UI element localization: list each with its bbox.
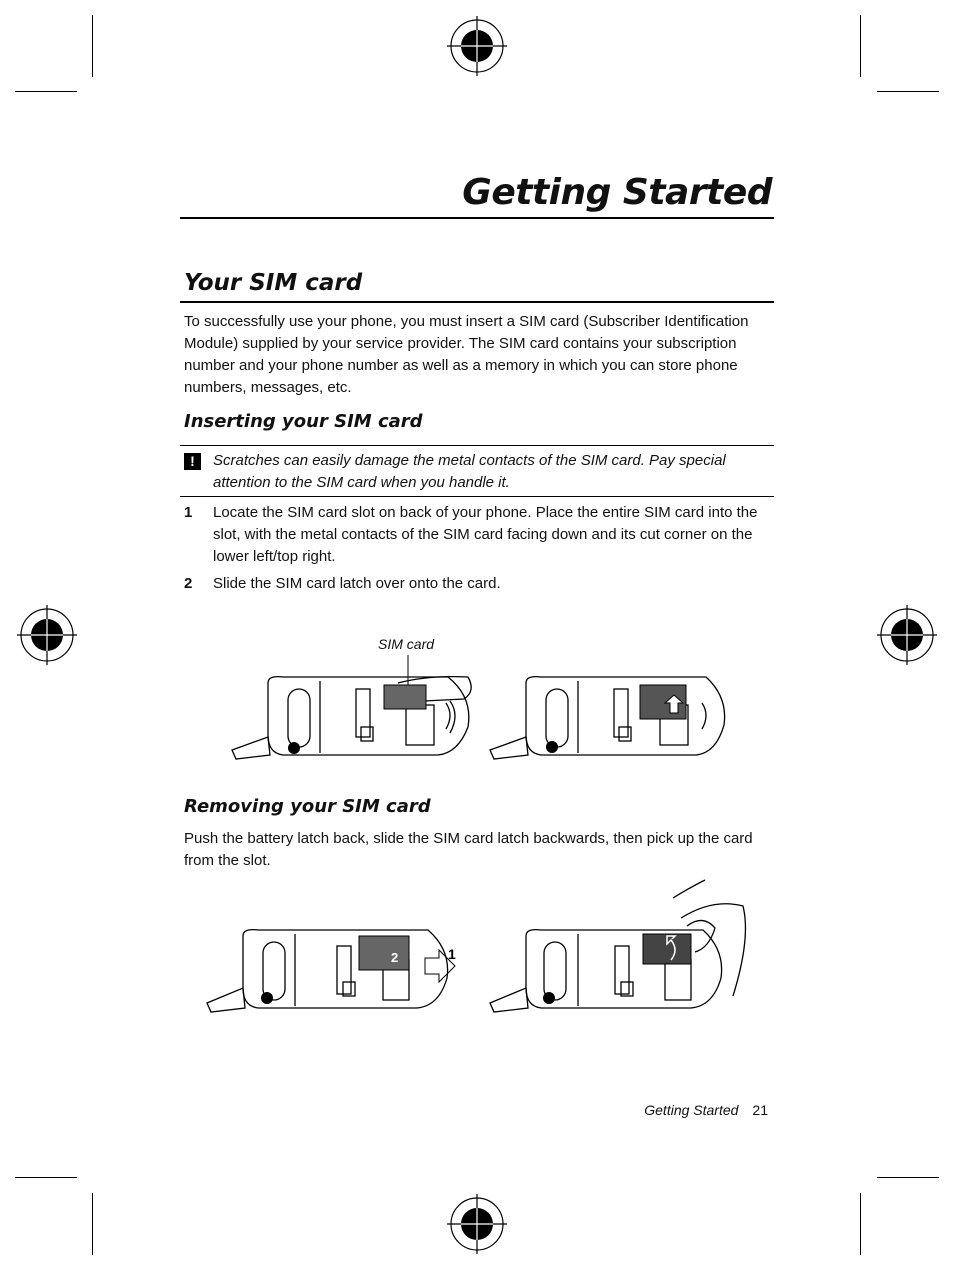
- phone-back-illustration: [207, 930, 448, 1012]
- crop-mark: [860, 15, 861, 77]
- warning-bottom-rule: [180, 496, 774, 497]
- removing-text: Push the battery latch back, slide the SIM card latch backwards, then pick up the card from the slot.: [184, 830, 753, 869]
- figure-mark: 1: [448, 946, 456, 962]
- crop-mark: [860, 1193, 861, 1255]
- step-item: [184, 573, 774, 595]
- sim-card: [359, 936, 409, 970]
- page-number: 21: [752, 1102, 768, 1118]
- inserting-title: Inserting your SIM card: [184, 411, 423, 432]
- warning-top-rule: [180, 445, 774, 446]
- crop-mark: [877, 1177, 939, 1178]
- registration-mark-icon: [17, 605, 77, 665]
- step-number: 1: [184, 504, 193, 521]
- crop-mark: [15, 91, 77, 92]
- step-text: Locate the SIM card slot on back of your phone. Place the entire SIM card into the slot, with the metal contacts of the SIM card facing down and its cut corner on the lower left/top right.: [213, 504, 758, 565]
- crop-mark: [92, 1193, 93, 1255]
- step-item: [184, 502, 774, 570]
- section-title: Your SIM card: [184, 270, 363, 296]
- step-number: 2: [184, 575, 193, 592]
- phone-back-illustration: [490, 880, 745, 1012]
- crop-mark: [877, 91, 939, 92]
- phone-back-illustration: [490, 677, 725, 759]
- removing-title: Removing your SIM card: [184, 796, 431, 817]
- crop-mark: [15, 1177, 77, 1178]
- section-intro: To successfully use your phone, you must insert a SIM card (Subscriber Identification Module) supplied by your service provider. The SIM card contains your subscription number and your phone number as well as a memory in which you can store phone numbers, messages, etc.: [184, 313, 749, 396]
- warning-text: Scratches can easily damage the metal contacts of the SIM card. Pay special attention to the SIM card when you handle it.: [213, 452, 726, 491]
- footer-label: Getting Started: [644, 1102, 739, 1118]
- sim-card: [384, 685, 426, 709]
- warning-icon: !: [184, 453, 201, 470]
- sim-card-callout: SIM card: [378, 636, 435, 652]
- chapter-title: Getting Started: [462, 172, 772, 213]
- insert-sim-illustration: [228, 655, 728, 765]
- section-rule: [180, 301, 774, 303]
- registration-mark-icon: [447, 16, 507, 76]
- figure-mark: 2: [391, 950, 399, 965]
- remove-sim-illustration: [203, 878, 753, 1018]
- phone-back-illustration: [232, 677, 471, 759]
- crop-mark: [92, 15, 93, 77]
- step-text: Slide the SIM card latch over onto the card.: [213, 575, 501, 592]
- chapter-rule: [180, 217, 774, 219]
- registration-mark-icon: [877, 605, 937, 665]
- page-footer: [560, 1100, 768, 1120]
- registration-mark-icon: [447, 1194, 507, 1254]
